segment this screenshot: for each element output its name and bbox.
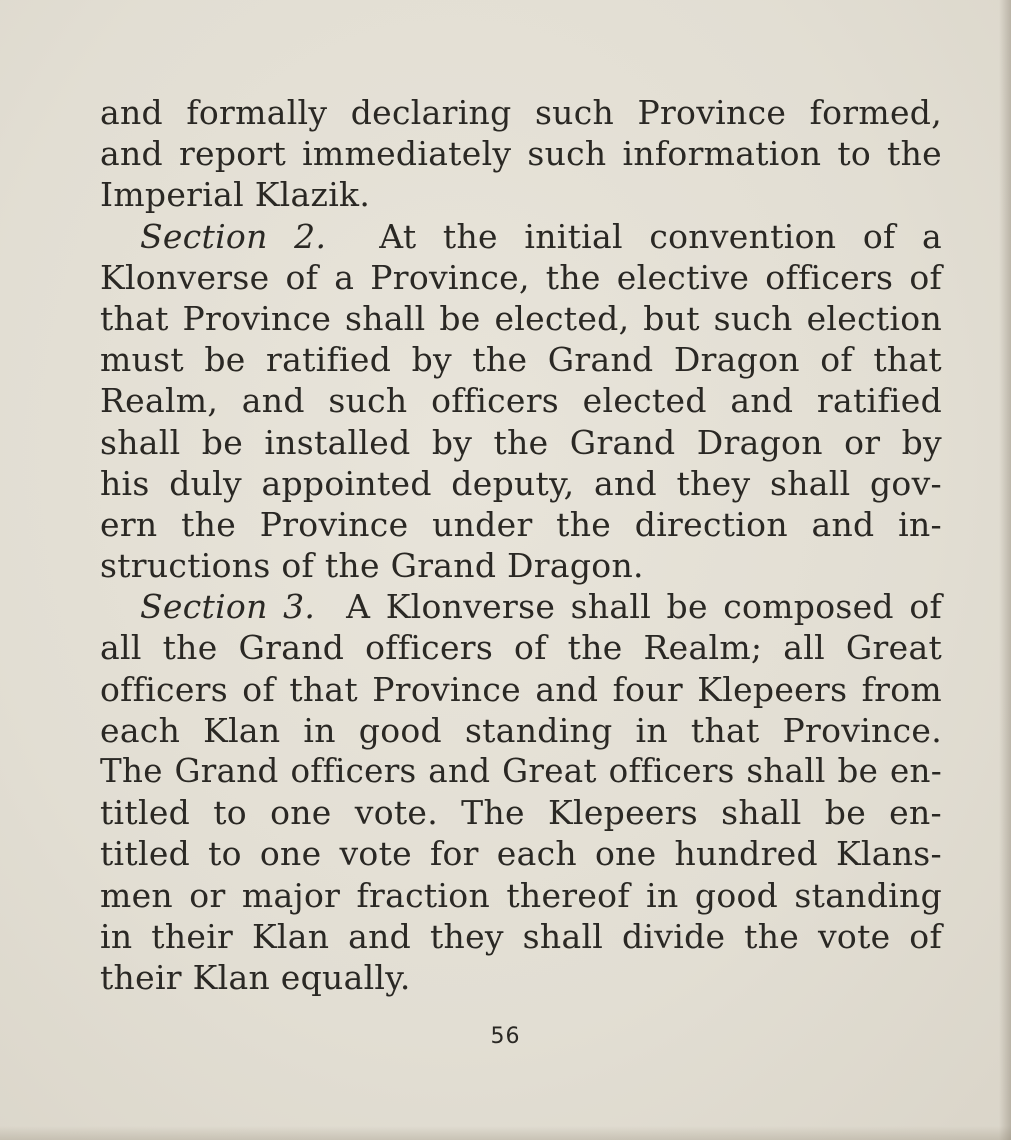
text-line: Klonverse of a Province, the elective officers of — [100, 257, 942, 297]
page-number: 56 — [490, 1024, 521, 1049]
page-edge-shadow-bottom — [0, 1126, 1011, 1140]
text-line: each Klan in good standing in that Province. — [100, 710, 942, 750]
text-line: that Province shall be elected, but such election — [100, 298, 942, 338]
text-line: his duly appointed deputy, and they shall gov- — [100, 463, 942, 503]
text-line: shall be installed by the Grand Dragon or by — [100, 422, 942, 462]
text-line: and report immediately such information to the — [100, 134, 942, 174]
text-line: and formally declaring such Province formed, — [100, 93, 942, 132]
text-line — [100, 586, 942, 627]
section-label: Section 3. — [140, 587, 316, 627]
text-line: Imperial Klazik. — [100, 175, 371, 215]
page-edge-shadow-right — [999, 0, 1011, 1140]
text-line: The Grand officers and Great officers shall be en- — [100, 752, 942, 790]
text-line: all the Grand officers of the Realm; all Great — [100, 628, 942, 668]
text-line: their Klan equally. — [100, 957, 411, 997]
text-line: titled to one vote. The Klepeers shall be en- — [100, 793, 942, 833]
text-line: Realm, and such officers elected and ratified — [100, 381, 942, 421]
text-line: in their Klan and they shall divide the vote of — [100, 916, 942, 956]
text-line: structions of the Grand Dragon. — [100, 546, 644, 586]
body-text — [100, 92, 942, 998]
section-label: Section 2. — [140, 216, 327, 256]
text-line: men or major fraction thereof in good standing — [100, 875, 942, 915]
text-line: must be ratified by the Grand Dragon of that — [100, 340, 942, 380]
text-line: titled to one vote for each one hundred Klans- — [100, 834, 942, 874]
text-line: officers of that Province and four Klepeers from — [100, 669, 942, 709]
text-line — [100, 216, 942, 257]
text-line-content: A Klonverse shall be composed of — [346, 587, 942, 627]
text-line: ern the Province under the direction and in- — [100, 504, 942, 544]
text-line-content: At the initial convention of a — [379, 216, 942, 256]
